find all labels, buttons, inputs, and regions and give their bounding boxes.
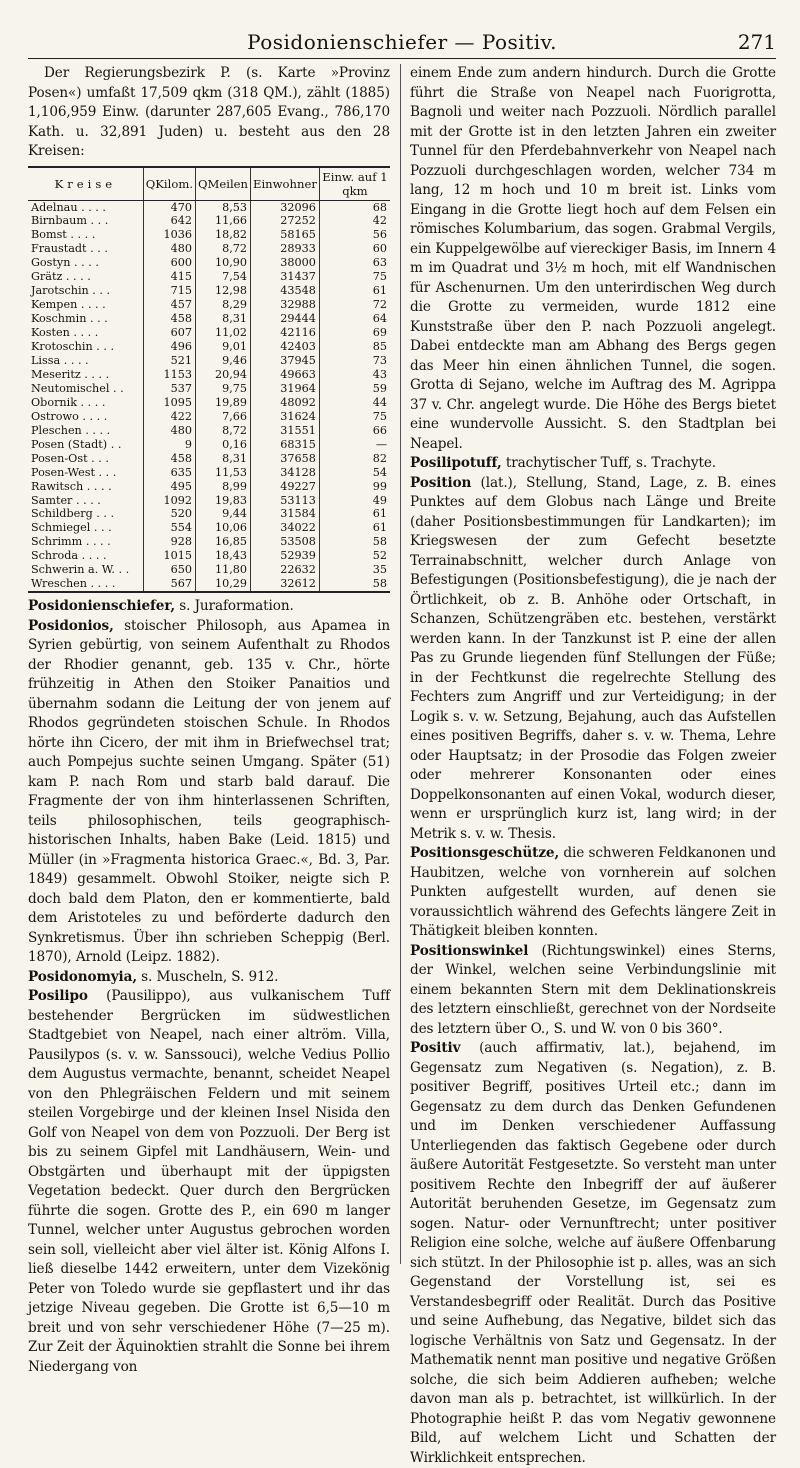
table-cell: 38000 — [251, 256, 320, 270]
table-cell: 607 — [143, 326, 195, 340]
entry-posidonienschiefer: Posidonienschiefer, s. Juraformation. — [28, 598, 294, 615]
table-cell: 10,06 — [196, 521, 251, 535]
table-cell: 31551 — [251, 424, 320, 438]
table-cell: 22632 — [251, 563, 320, 577]
table-cell: 19,83 — [196, 494, 251, 508]
table-row — [28, 270, 390, 284]
table-cell: 48092 — [251, 396, 320, 410]
table-cell: 82 — [372, 451, 387, 465]
table-cell: 32988 — [251, 298, 320, 312]
district-name-cell: Krotoschin . . . — [28, 340, 143, 354]
table-row — [28, 424, 390, 438]
table-row — [28, 354, 390, 368]
table-cell: 61 — [372, 507, 387, 521]
table-cell: 8,31 — [196, 452, 251, 466]
table-cell: 1015 — [143, 549, 195, 563]
table-cell: 52939 — [251, 549, 320, 563]
table-row — [28, 494, 390, 508]
table-row — [28, 452, 390, 466]
table-cell: 11,53 — [196, 466, 251, 480]
district-name-cell: Rawitsch . . . . — [28, 480, 143, 494]
table-cell: 75 — [372, 270, 387, 284]
table-cell: 61 — [372, 284, 387, 298]
table-row — [28, 521, 390, 535]
header-rule — [28, 58, 776, 59]
col-header-kreise: Kreise — [28, 167, 143, 201]
table-row — [28, 242, 390, 256]
lemma: Posilipotuff, — [410, 455, 502, 471]
district-name-cell: Fraustadt . . . — [28, 242, 143, 256]
table-cell: 470 — [143, 200, 195, 214]
table-cell: 75 — [372, 409, 387, 423]
table-row — [28, 284, 390, 298]
table-cell: 11,02 — [196, 326, 251, 340]
lemma: Posidonomyia, — [28, 968, 137, 985]
table-cell: 458 — [143, 312, 195, 326]
table-cell: 20,94 — [196, 368, 251, 382]
district-name-cell: Schwerin a. W. . . — [28, 563, 143, 577]
table-cell: 496 — [143, 340, 195, 354]
table-cell: 480 — [143, 242, 195, 256]
entry-positiv: Positiv (auch affirmativ, lat.), bejahend, im Gegensatz zum Negativen (s. Negation), z. B. positiver Begriff, positives Urteil etc.; dann im Gegensatz zu dem durch das Denken Gefundenen und im Denken verschiedener Auffassung Unterliegenden das faktisch Gegebene oder durch äußere Autorität Festgesetzte. So versteht man unter positivem Rechte den Inbegriff der auf äußerer Autorität beruhenden Gesetze, im Gegensatz zum sogen. Natur- oder Vernunftrecht; unter positiver Religion eine solche, welche auf äußere Offenbarung sich stützt. In der Philosophie ist p. alles, was an sich Gegenstand der Vorstellung ist, sei es Verstandesbegriff oder Realität. Durch das Positive und seine Aufhebung, das Negative, bildet sich das logische Verhältnis von Satz und Gegensatz. In der Mathematik nennt man positive und negative Größen solche, die sich beim Addieren aufheben; welche davon man als p. betrachtet, ist willkürlich. In der Photographie heißt P. das vom Negativ gewonnene Bild, auf welchem Licht und Schatten der Wirklichkeit entsprechen. — [410, 1040, 776, 1466]
table-cell: 7,66 — [196, 410, 251, 424]
table-cell: 43548 — [251, 284, 320, 298]
table-cell: 59 — [372, 381, 387, 395]
table-cell: 64 — [372, 312, 387, 326]
table-cell: 642 — [143, 214, 195, 228]
col-header-qmeilen: QMeilen — [196, 167, 251, 201]
entry-positionswinkel: Positionswinkel (Richtungswinkel) eines Sterns, der Winkel, welchen seine Verbindungslinie mit einem bekannten Stern mit dem Deklinationskreis des letztern einschließt, gerechnet von der Nordseite des letztern über O., S. und W. von 0 bis 360°. — [410, 942, 776, 1037]
table-row — [28, 438, 390, 452]
district-name-cell: Bomst . . . . — [28, 228, 143, 242]
table-row — [28, 312, 390, 326]
table-cell: 73 — [372, 353, 387, 367]
table-cell: 8,72 — [196, 424, 251, 438]
table-cell: 928 — [143, 535, 195, 549]
table-cell: 28933 — [251, 242, 320, 256]
table-cell: 54 — [372, 465, 387, 479]
table-cell: 53508 — [251, 535, 320, 549]
right-column — [410, 64, 776, 1468]
district-name-cell: Posen-West . . . — [28, 466, 143, 480]
entry-posidonomyia: Posidonomyia, s. Muscheln, S. 912. — [28, 968, 279, 985]
table-row — [28, 410, 390, 424]
district-name-cell: Posen (Stadt) . . — [28, 438, 143, 452]
table-cell: 1095 — [143, 396, 195, 410]
table-cell: 8,29 — [196, 298, 251, 312]
table-cell: 415 — [143, 270, 195, 284]
district-intro: Der Regierungsbezirk P. (s. Karte »Provinz Posen«) umfaßt 17,509 qkm (318 QM.), zählt (1885) 1,106,959 Einw. (darunter 287,605 Evang., 786,170 Kath. u. 32,891 Juden) u. besteht aus den 28 Kreisen: — [28, 65, 390, 159]
district-name-cell: Schmiegel . . . — [28, 521, 143, 535]
table-cell: 32096 — [251, 200, 320, 214]
table-cell: 537 — [143, 382, 195, 396]
table-row — [28, 298, 390, 312]
entry-posidonios: Posidonios, stoischer Philosoph, aus Apamea in Syrien gebürtig, von seinem Aufenthalt zu Rhodos der Rhodier genannt, geb. 135 v. Chr., hörte frühzeitig in Athen den Stoiker Panaitios und übernahm sodann die Leitung der von jenem auf Rhodos gegründeten stoischen Schule. In Rhodos hörte ihn Cicero, der mit ihm in Briefwechsel trat; auch Pompejus suchte seinen Umgang. Später (51) kam P. nach Rom und starb bald darauf. Die Fragmente der von ihm hinterlassenen Schriften, teils philosophischen, teils geographisch-historischen Inhalts, haben Bake (Leid. 1815) und Müller (in »Fragmenta historica Graec.«, Bd. 3, Par. 1849) gesammelt. Obwohl Stoiker, neigte sich P. doch bald dem Platon, den er kommentierte, bald dem Aristoteles zu und beförderte dadurch den Synkretismus. Über ihn schrieben Scheppig (Berl. 1870), Arnold (Leipz. 1882). — [28, 617, 390, 966]
district-name-cell: Schildberg . . . — [28, 507, 143, 521]
table-cell: 422 — [143, 410, 195, 424]
table-cell: 44 — [372, 395, 387, 409]
district-name-cell: Schrimm . . . . — [28, 535, 143, 549]
table-row — [28, 382, 390, 396]
table-cell: 35 — [372, 563, 387, 577]
district-name-cell: Birnbaum . . . — [28, 214, 143, 228]
table-cell: 72 — [372, 298, 387, 312]
table-row — [28, 549, 390, 563]
table-cell: 29444 — [251, 312, 320, 326]
table-cell: 1036 — [143, 228, 195, 242]
entry-position: Position (lat.), Stellung, Stand, Lage, z. B. eines Punktes auf dem Globus nach Länge und Breite (daher Positionsbestimmungen für Landkarten); im Kriegswesen der zum Gefecht besetzte Terrainabschnitt, welcher durch Anlage von Befestigungen (Positionsbefestigung), die je nach der Örtlichkeit, ob z. B. Anhöhe oder Ortschaft, in Schanzen, Schützengräben etc. bestehen, verstärkt werden kann. In der Tanzkunst ist P. eine der allen Pas zu Grunde liegenden fünf Stellungen der Füße; in der Fechtkunst die regelrechte Stellung des Fechters zum Angriff und zur Verteidigung; in der Logik s. v. w. Setzung, Bejahung, auch das Aufstellen eines positiven Begriffs, daher s. v. w. Thema, Lehre oder Hauptsatz; in der Prosodie das Folgen zweier oder mehrerer Konsonanten oder eines Doppelkonsonanten auf einen Vokal, wodurch dieser, wenn er ursprünglich kurz ist, lang wird; in der Metrik s. v. w. Thesis. — [410, 474, 776, 842]
district-name-cell: Wreschen . . . . — [28, 577, 143, 592]
table-cell: 16,85 — [196, 535, 251, 549]
page-header — [28, 30, 776, 56]
table-cell: 8,99 — [196, 480, 251, 494]
table-cell: 567 — [143, 577, 195, 592]
table-cell: 19,89 — [196, 396, 251, 410]
lemma: Posidonios, — [28, 617, 114, 634]
table-cell: 58 — [319, 577, 390, 592]
left-column — [28, 64, 390, 1377]
table-cell: 8,53 — [196, 200, 251, 214]
table-cell: 37658 — [251, 452, 320, 466]
table-cell: 32612 — [251, 577, 320, 592]
col-header-qkm: QKilom. — [143, 167, 195, 201]
table-row — [28, 368, 390, 382]
district-name-cell: Obornik . . . . — [28, 396, 143, 410]
table-cell: 42 — [372, 214, 387, 228]
table-cell: 18,82 — [196, 228, 251, 242]
table-cell: 68315 — [251, 438, 320, 452]
district-name-cell: Posen-Ost . . . — [28, 452, 143, 466]
table-row — [28, 480, 390, 494]
entry-posilipo: Posilipo (Pausilippo), aus vulkanischem Tuff bestehender Bergrücken im südwestlichen Stadtgebiet von Neapel, nach einer altröm. Villa, Pausilypos (s. v. w. Sanssouci), welche Vedius Pollio dem Augustus vermachte, benannt, scheidet Neapel von den Phlegräischen Feldern und mit seinem steilen Vorgebirge und der kleinen Insel Nisida den Golf von Neapel von dem von Pozzuoli. Der Berg ist bis zu seinem Gipfel mit Landhäusern, Wein- und Obstgärten und überhaupt mit der üppigsten Vegetation bedeckt. Quer durch den Bergrücken führte die sogen. Grotte des P., ein 690 m langer Tunnel, welcher unter Augustus gebrochen worden sein soll, vielleicht aber viel älter ist. König Alfons I. ließ dieselbe 1442 erweitern, unter dem Vizekönig Peter von Toledo wurde sie gepflastert und ihr das jetzige Niveau gegeben. Die Grotte ist 6,5—10 m breit und von sehr verschiedener Höhe (7—25 m). Zur Zeit der Äquinoktien strahlt die Sonne bei ihrem Niedergang von — [28, 988, 390, 1375]
table-cell: 8,31 — [196, 312, 251, 326]
table-cell: 1153 — [143, 368, 195, 382]
district-name-cell: Ostrowo . . . . — [28, 410, 143, 424]
lemma: Posidonienschiefer, — [28, 598, 176, 615]
table-row — [28, 256, 390, 270]
district-name-cell: Kosten . . . . — [28, 326, 143, 340]
table-cell: 42116 — [251, 326, 320, 340]
table-cell: 10,29 — [196, 577, 251, 592]
table-cell: 480 — [143, 424, 195, 438]
column-divider — [400, 64, 401, 1264]
district-name-cell: Jarotschin . . . — [28, 284, 143, 298]
table-cell: 18,43 — [196, 549, 251, 563]
table-cell: 600 — [143, 256, 195, 270]
district-name-cell: Samter . . . . — [28, 494, 143, 508]
table-cell: 49 — [372, 493, 387, 507]
table-row — [28, 340, 390, 354]
table-cell: — — [375, 437, 387, 451]
table-cell: 85 — [372, 340, 387, 354]
table-cell: 99 — [372, 479, 387, 493]
table-cell: 49227 — [251, 480, 320, 494]
table-cell: 9,46 — [196, 354, 251, 368]
table-cell: 554 — [143, 521, 195, 535]
lemma: Positiv — [410, 1040, 461, 1056]
district-name-cell: Adelnau . . . . — [28, 200, 143, 214]
table-row — [28, 396, 390, 410]
table-cell: 9,01 — [196, 340, 251, 354]
table-cell: 7,54 — [196, 270, 251, 284]
table-cell: 49663 — [251, 368, 320, 382]
col-header-einwohner: Einwohner — [251, 167, 320, 201]
table-cell: 60 — [372, 242, 387, 256]
table-cell: 9 — [143, 438, 195, 452]
table-cell: 34128 — [251, 466, 320, 480]
table-body — [28, 200, 390, 592]
table-cell: 58165 — [251, 228, 320, 242]
table-row — [28, 466, 390, 480]
table-cell: 68 — [372, 200, 387, 214]
table-row — [28, 535, 390, 549]
table-cell: 11,80 — [196, 563, 251, 577]
table-cell: 53113 — [251, 494, 320, 508]
running-title: Posidonienschiefer — Positiv. — [247, 30, 557, 54]
table-row — [28, 200, 390, 214]
district-name-cell: Gostyn . . . . — [28, 256, 143, 270]
table-cell: 521 — [143, 354, 195, 368]
posilipo-continuation: einem Ende zum andern hindurch. Durch die Grotte führt die Straße von Neapel nach Fuorigrotta, Bagnoli und weiter nach Pozzuoli. Nördlich parallel mit der Grotte ist in den letzten Jahren ein zweiter Tunnel für den Pferdebahnverkehr von Neapel nach Pozzuoli durchgeschlagen worden, welcher 734 m lang, 12 m hoch und 10 m breit ist. Links vom Eingang in die Grotte liegt hoch auf dem Felsen ein römisches Kolumbarium, das sogen. Grabmal Vergils, ein Kuppelgewölbe auf viereckiger Basis, im Innern 4 m im Quadrat und 3½ m hoch, mit elf Wandnischen für Aschenurnen. Um den unterirdischen Weg durch die Grotte zu vermeiden, wurde 1812 eine Kunststraße über den P. nach Pozzuoli angelegt. Dabei entdeckte man am Abhang des Bergs gegen das Meer hin einen ähnlichen Tunnel, die sogen. Grotta di Sejano, welche im Auftrag des M. Agrippa 37 v. Chr. angelegt wurde. Die Höhe des Bergs bietet eine wundervolle Aussicht. S. den Stadtplan bei Neapel. — [410, 65, 776, 452]
table-cell: 1092 — [143, 494, 195, 508]
table-cell: 9,75 — [196, 382, 251, 396]
table-cell: 31624 — [251, 410, 320, 424]
table-cell: 42403 — [251, 340, 320, 354]
district-name-cell: Pleschen . . . . — [28, 424, 143, 438]
table-row — [28, 228, 390, 242]
page-number: 271 — [737, 30, 776, 54]
entry-positionsgeschuetze: Positionsgeschütze, die schweren Feldkanonen und Haubitzen, welche von vornherein auf solchen Punkten aufgestellt wurden, auf denen sie voraussichtlich während des Gefechts längere Zeit in Thätigkeit bleiben konnten. — [410, 845, 776, 939]
table-cell: 12,98 — [196, 284, 251, 298]
col-header-density: Einw. auf 1 qkm — [319, 167, 390, 201]
district-name-cell: Koschmin . . . — [28, 312, 143, 326]
table-cell: 495 — [143, 480, 195, 494]
table-cell: 11,66 — [196, 214, 251, 228]
table-cell: 650 — [143, 563, 195, 577]
table-cell: 34022 — [251, 521, 320, 535]
table-cell: 715 — [143, 284, 195, 298]
table-row — [28, 326, 390, 340]
district-name-cell: Meseritz . . . . — [28, 368, 143, 382]
table-row — [28, 507, 390, 521]
district-name-cell: Neutomischel . . — [28, 382, 143, 396]
district-name-cell: Kempen . . . . — [28, 298, 143, 312]
table-cell: 37945 — [251, 354, 320, 368]
table-cell: 58 — [372, 535, 387, 549]
table-cell: 0,16 — [196, 438, 251, 452]
table-cell: 31964 — [251, 382, 320, 396]
table-cell: 69 — [372, 326, 387, 340]
lemma: Positionswinkel — [410, 942, 529, 959]
table-cell: 31437 — [251, 270, 320, 284]
table-cell: 10,90 — [196, 256, 251, 270]
district-name-cell: Schroda . . . . — [28, 549, 143, 563]
table-header-row — [28, 167, 390, 201]
table-cell: 63 — [372, 256, 387, 270]
table-cell: 31584 — [251, 507, 320, 521]
table-row — [28, 577, 390, 592]
table-cell: 43 — [372, 367, 387, 381]
lemma: Posilipo — [28, 988, 88, 1005]
entry-posilipotuff: Posilipotuff, trachytischer Tuff, s. Trachyte. — [410, 455, 716, 471]
table-cell: 8,72 — [196, 242, 251, 256]
table-cell: 61 — [372, 521, 387, 535]
table-row — [28, 214, 390, 228]
lemma: Position — [410, 474, 472, 491]
district-name-cell: Grätz . . . . — [28, 270, 143, 284]
table-cell: 52 — [372, 549, 387, 563]
district-name-cell: Lissa . . . . — [28, 354, 143, 368]
table-cell: 9,44 — [196, 507, 251, 521]
table-cell: 66 — [372, 423, 387, 437]
table-cell: 458 — [143, 452, 195, 466]
table-cell: 27252 — [251, 214, 320, 228]
lemma: Positionsgeschütze, — [410, 845, 560, 861]
table-cell: 457 — [143, 298, 195, 312]
table-cell: 635 — [143, 466, 195, 480]
table-row — [28, 563, 390, 577]
table-cell: 520 — [143, 507, 195, 521]
table-cell: 56 — [372, 228, 387, 242]
districts-table — [28, 166, 390, 594]
